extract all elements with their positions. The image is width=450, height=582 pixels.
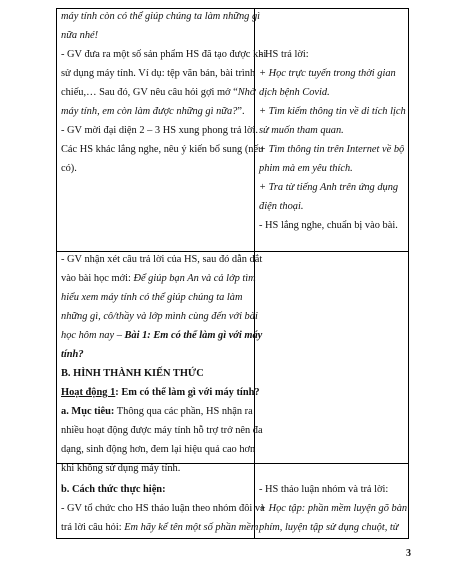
student-activity-text: - HS lắng nghe, chuẩn bị vào bài. — [259, 220, 398, 231]
student-answer-item: + Tra từ tiếng Anh trên ứng dụng — [259, 182, 399, 193]
teacher-activity-text: máy tính, em còn làm được những gì nữa?”. — [61, 106, 245, 117]
intro-text: máy tính còn có thể giúp chúng ta làm những gì — [61, 11, 261, 22]
teacher-activity-text: - GV nhận xét câu trả lời của HS, sau đó dẫn dắt — [61, 254, 263, 265]
student-answer-label: - HS trả lời: — [259, 49, 309, 60]
teacher-activity-text: - GV mời đại diện 2 – 3 HS xung phong trả lời. — [61, 125, 258, 136]
teacher-activity-text: những gì, cô/thầy và lớp mình cùng đến với bài — [61, 311, 258, 322]
teacher-activity-text: học hôm nay – Bài 1: Em có thể làm gì với máy — [61, 330, 263, 341]
page-number: 3 — [406, 548, 411, 559]
teacher-activity-text: - GV đưa ra một số sản phẩm HS đã tạo được khi — [61, 49, 267, 60]
row-divider — [57, 251, 408, 252]
student-answer-item: + Học tập: phần mềm luyện gõ bàn — [259, 503, 408, 514]
lesson-plan-table — [56, 8, 409, 539]
student-answer-item: + Tìm kiếm thông tin về di tích lịch — [259, 106, 406, 117]
student-answer-item: phím, luyện tập sử dụng chuột, từ — [259, 522, 399, 533]
goal-text: dạng, sinh động hơn, đem lại hiệu quả cao hơn — [61, 444, 256, 455]
student-answer-item: + Học trực tuyến trong thời gian — [259, 68, 396, 79]
student-activity-text: - HS thảo luận nhóm và trả lời: — [259, 484, 389, 495]
intro-text: nữa nhé! — [61, 30, 99, 41]
student-answer-item: sử muốn tham quan. — [259, 125, 344, 136]
goal-text: khi không sử dụng máy tính. — [61, 463, 181, 474]
teacher-activity-text: Các HS khác lắng nghe, nêu ý kiến bổ sung (nếu — [61, 144, 264, 155]
teacher-activity-text: chiếu,… Sau đó, GV nêu câu hỏi gợi mở “Nhờ — [61, 87, 256, 98]
method-text: trả lời câu hỏi: Em hãy kể tên một số phần mềm — [61, 522, 259, 533]
student-answer-item: dịch bệnh Covid. — [259, 87, 330, 98]
section-heading: B. HÌNH THÀNH KIẾN THỨC — [61, 368, 204, 379]
goal-text: a. Mục tiêu: Thông qua các phần, HS nhận ra — [61, 406, 253, 417]
teacher-activity-text: có). — [61, 163, 77, 174]
student-answer-item: phim mà em yêu thích. — [259, 163, 353, 174]
student-answer-item: + Tìm thông tin trên Internet về bộ — [259, 144, 405, 155]
teacher-activity-text: sử dụng máy tính. Ví dụ: tệp văn bản, bài trình — [61, 68, 256, 79]
lesson-title: tính? — [61, 349, 84, 360]
method-heading: b. Cách thức thực hiện: — [61, 484, 166, 495]
activity-heading: Hoạt động 1: Em có thể làm gì với máy tính? — [61, 387, 260, 398]
goal-text: nhiều hoạt động được máy tính hỗ trợ trở nên đa — [61, 425, 263, 436]
teacher-activity-text: hiểu xem máy tính có thể giúp chúng ta làm — [61, 292, 243, 303]
student-answer-item: điện thoại. — [259, 201, 304, 212]
teacher-activity-text: vào bài học mới: Để giúp bạn An và cả lớp tìm — [61, 273, 256, 284]
method-text: - GV tổ chức cho HS thảo luận theo nhóm đôi và — [61, 503, 265, 514]
